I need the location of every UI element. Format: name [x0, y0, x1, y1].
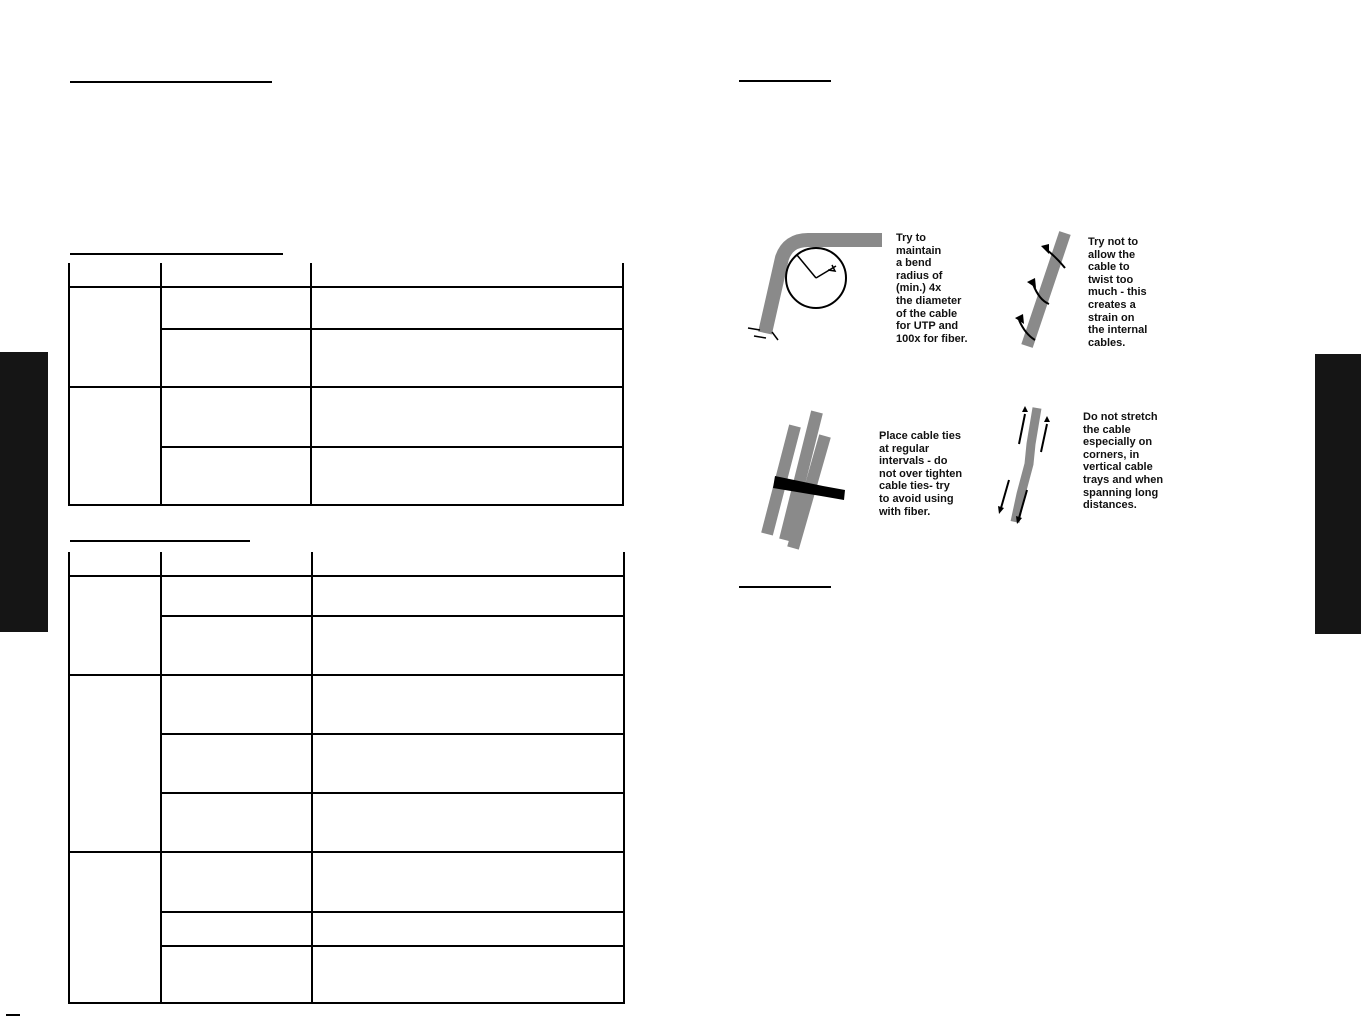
group-label: [69, 387, 161, 505]
table-cell: [312, 576, 624, 616]
cable-ties-tip: Place cable ties at regular intervals - do not over tighten cable ties- try to avoid using with fiber.: [879, 430, 963, 518]
bend-radius-illustration: [740, 228, 890, 348]
table-row: [69, 576, 624, 616]
table-cell: [311, 329, 623, 387]
group-label: [69, 576, 161, 675]
table-cell: [312, 793, 624, 852]
right-lower-heading-underline: [739, 586, 831, 588]
bend-radius-tip: Try to maintain a bend radius of (min.) 4x the diameter of the cable for UTP and 100x for fiber.: [896, 232, 968, 345]
table-cell: [161, 447, 311, 505]
table-a-header-col1: [69, 263, 161, 287]
table-b-header-col2: [161, 552, 312, 576]
table-cell: [161, 852, 312, 912]
table-cell: [161, 576, 312, 616]
right-side-tab: [1315, 354, 1361, 634]
table-row: [69, 287, 623, 329]
table-a: [68, 263, 624, 506]
table-b-header-col1: [69, 552, 161, 576]
right-heading-underline: [739, 80, 831, 82]
group-label: [69, 852, 161, 1003]
table-cell: [161, 734, 312, 793]
table-b: [68, 552, 625, 1004]
table-row: [69, 387, 623, 447]
page-number-mark: [6, 1014, 20, 1016]
table-cell: [311, 447, 623, 505]
table-cell: [312, 946, 624, 1003]
table-cell: [161, 287, 311, 329]
twist-tip: Try not to allow the cable to twist too much - this creates a strain on the internal cables.: [1088, 236, 1148, 349]
table-cell: [161, 946, 312, 1003]
group-label: [69, 287, 161, 387]
table-a-heading-underline: [70, 253, 283, 255]
table-a-header-col2: [161, 263, 311, 287]
table-row: [69, 675, 624, 734]
group-label: [69, 675, 161, 852]
table-cell: [161, 675, 312, 734]
cable-ties-illustration: [755, 408, 855, 556]
table-b-header-row: [69, 552, 624, 576]
table-b-header-col3: [312, 552, 624, 576]
stretch-tip: Do not stretch the cable especially on corners, in vertical cable trays and when spanning long distances.: [1083, 411, 1164, 512]
table-a-header-row: [69, 263, 623, 287]
twist-illustration: [1005, 228, 1085, 353]
table-cell: [161, 387, 311, 447]
table-cell: [161, 912, 312, 946]
table-cell: [311, 387, 623, 447]
table-cell: [312, 912, 624, 946]
table-a-header-col3: [311, 263, 623, 287]
left-side-tab: [0, 352, 48, 632]
stretch-illustration: [995, 404, 1060, 526]
table-cell: [161, 616, 312, 675]
table-cell: [161, 793, 312, 852]
table-cell: [312, 852, 624, 912]
table-cell: [311, 287, 623, 329]
table-cell: [312, 675, 624, 734]
table-row: [69, 852, 624, 912]
table-cell: [312, 616, 624, 675]
table-cell: [312, 734, 624, 793]
table-b-heading-underline: [70, 540, 250, 542]
left-heading-underline: [70, 81, 272, 83]
table-cell: [161, 329, 311, 387]
